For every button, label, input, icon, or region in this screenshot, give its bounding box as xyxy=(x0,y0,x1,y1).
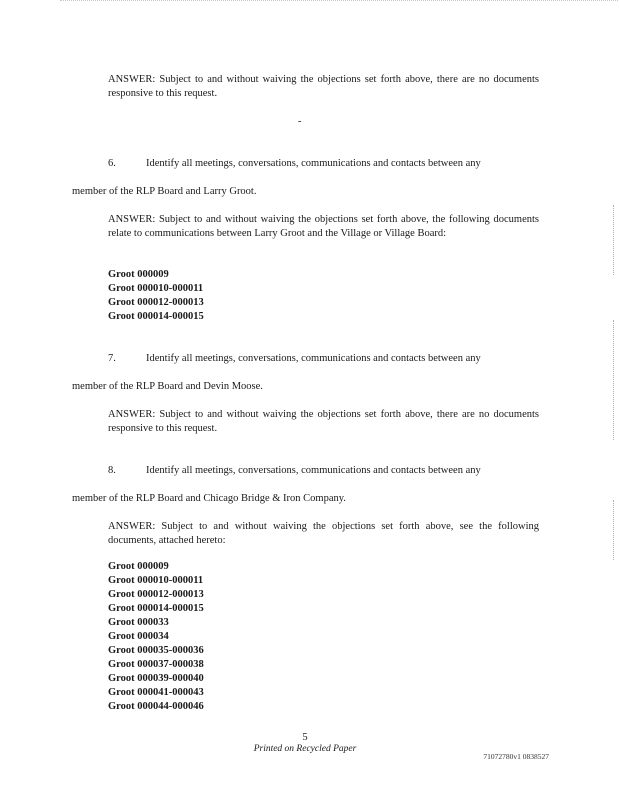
question-7-text: Identify all meetings, conversations, communications and contacts between any xyxy=(146,353,481,364)
document-ref: Groot 000009 xyxy=(108,561,169,572)
document-ref: Groot 000010-000011 xyxy=(108,575,204,586)
question-6-text: Identify all meetings, conversations, communications and contacts between any xyxy=(146,158,481,169)
document-ref: Groot 000014-000015 xyxy=(108,603,204,614)
document-ref: Groot 000034 xyxy=(108,631,169,642)
question-7-number: 7. xyxy=(108,353,116,364)
document-ref: Groot 000012-000013 xyxy=(108,589,204,600)
question-7-line2: member of the RLP Board and Devin Moose. xyxy=(72,381,263,392)
document-list-8 xyxy=(108,560,204,714)
document-ref: Groot 000037-000038 xyxy=(108,659,204,670)
question-8-number: 8. xyxy=(108,465,116,476)
scan-margin-mark xyxy=(613,320,614,440)
answer-7: ANSWER: Subject to and without waiving the objections set forth above, there are no documents responsive to this request. xyxy=(108,409,539,434)
document-ref: Groot 000033 xyxy=(108,617,169,628)
scan-margin-mark xyxy=(613,205,614,275)
question-7-line1 xyxy=(108,352,539,366)
page-number: 5 xyxy=(302,732,308,743)
question-6-line2: member of the RLP Board and Larry Groot. xyxy=(72,186,257,197)
question-8-text: Identify all meetings, conversations, communications and contacts between any xyxy=(146,465,481,476)
document-ref: Groot 000009 xyxy=(108,269,169,280)
answer-8: ANSWER: Subject to and without waiving the objections set forth above, see the following documents, attached hereto: xyxy=(108,521,539,546)
document-ref: Groot 000041-000043 xyxy=(108,687,204,698)
document-ref: Groot 000044-000046 xyxy=(108,701,204,712)
document-ref: Groot 000012-000013 xyxy=(108,297,204,308)
document-ref: Groot 000039-000040 xyxy=(108,673,204,684)
document-id: 71072780v1 0838527 xyxy=(483,752,549,761)
stray-dash: - xyxy=(298,116,302,127)
question-6-number: 6. xyxy=(108,158,116,169)
document-list-6 xyxy=(108,268,204,324)
question-8-line2: member of the RLP Board and Chicago Bridge & Iron Company. xyxy=(72,493,346,504)
answer-6: ANSWER: Subject to and without waiving the objections set forth above, the following documents relate to communications between Larry Groot and the Village or Village Board: xyxy=(108,214,539,239)
scan-artifact xyxy=(60,0,619,4)
document-ref: Groot 000010-000011 xyxy=(108,283,204,294)
question-8-line1 xyxy=(108,464,539,478)
answer-5: ANSWER: Subject to and without waiving the objections set forth above, there are no documents responsive to this request. xyxy=(108,74,539,99)
document-ref: Groot 000014-000015 xyxy=(108,311,204,322)
document-ref: Groot 000035-000036 xyxy=(108,645,204,656)
printed-note: Printed on Recycled Paper xyxy=(253,744,357,754)
question-6-line1 xyxy=(108,157,539,171)
scan-margin-mark xyxy=(613,500,614,560)
